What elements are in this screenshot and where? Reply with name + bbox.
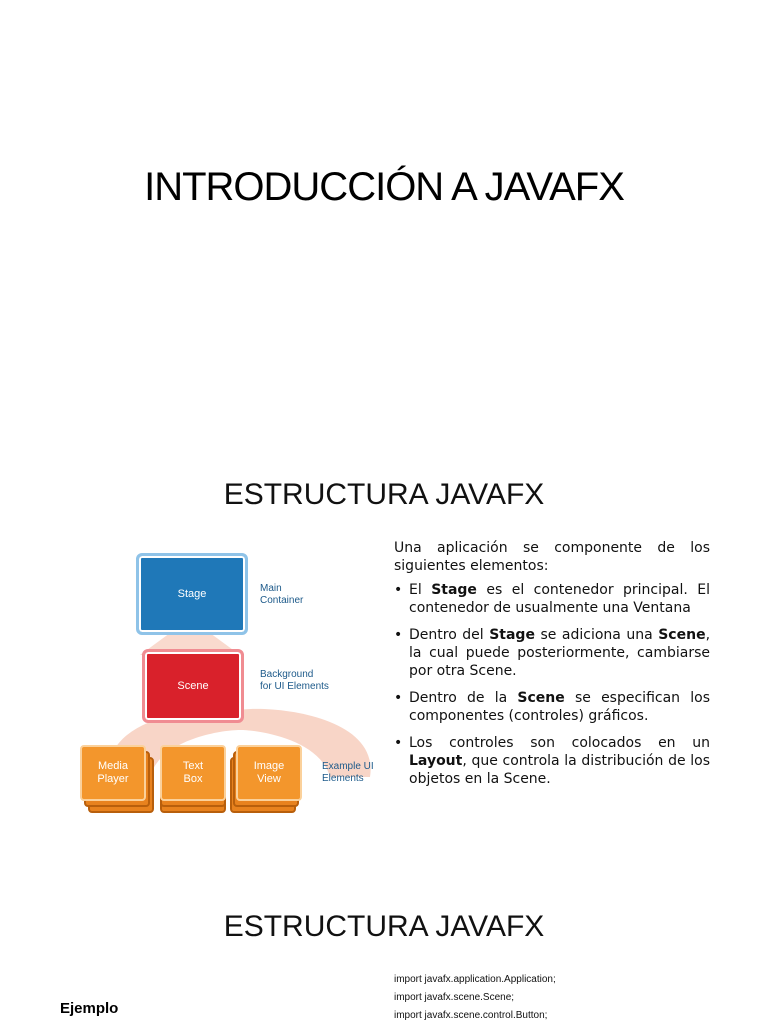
label-line: for UI Elements — [260, 681, 329, 692]
code-block — [394, 971, 556, 1025]
label-line: Background — [260, 669, 314, 680]
media-player-box — [80, 745, 146, 801]
ejemplo-label: Ejemplo — [60, 1000, 119, 1017]
element-label: Media — [98, 760, 128, 772]
bullet-bold: Layout — [409, 753, 463, 769]
bullet-text: se adiciona una — [534, 627, 659, 643]
element-label: View — [257, 773, 281, 785]
bullet-item — [394, 626, 710, 680]
bullet-text: Dentro del — [409, 627, 490, 643]
intro-paragraph: Una aplicación se componente de los siguientes elementos: — [394, 540, 710, 574]
bullet-text: Dentro de la — [409, 690, 518, 706]
bullet-bold: Scene — [658, 627, 706, 643]
element-label: Box — [183, 773, 203, 785]
bullet-text: El — [409, 582, 432, 598]
bullet-bold: Stage — [489, 627, 535, 643]
bullet-dot: • — [394, 627, 403, 643]
bullet-bold: Stage — [431, 582, 477, 598]
element-label: Text — [182, 760, 204, 772]
slide-title-intro — [0, 0, 768, 440]
text-box-box — [160, 745, 226, 801]
label-line: Container — [260, 595, 304, 606]
javafx-structure-diagram — [60, 545, 390, 835]
main-container-label — [260, 583, 303, 607]
bullet-dot: • — [394, 582, 403, 598]
text-box-stack — [160, 745, 230, 811]
element-label: Player — [97, 773, 129, 785]
description-text — [394, 539, 710, 797]
label-line: Elements — [322, 773, 364, 784]
media-player-stack — [80, 745, 150, 811]
image-view-stack — [236, 745, 306, 811]
label-line: Main — [260, 583, 282, 594]
slide-title: ESTRUCTURA JAVAFX — [223, 910, 545, 943]
slide-title: ESTRUCTURA JAVAFX — [223, 478, 545, 511]
slide-estructura-ejemplo — [0, 885, 768, 1024]
bullet-bold: Scene — [517, 690, 565, 706]
element-label: Image — [253, 760, 285, 772]
bullet-item — [394, 689, 710, 725]
bullet-text: es el contenedor principal. El contenedor de usualmente una Ventana — [409, 582, 710, 616]
bullet-dot: • — [394, 735, 403, 751]
image-view-box — [236, 745, 302, 801]
background-label — [260, 669, 329, 693]
label-line: Example UI — [322, 761, 374, 772]
example-ui-label — [322, 761, 374, 785]
slide-main-title: INTRODUCCIÓN A JAVAFX — [144, 165, 624, 209]
slide-estructura — [0, 445, 768, 875]
bullet-dot: • — [394, 690, 403, 706]
bullet-text: , la cual puede posteriormente, cambiarse por otra Scene. — [409, 627, 711, 679]
bullet-item — [394, 581, 710, 617]
bullet-text: , que controla la distribución de los objetos en la Scene. — [409, 753, 710, 787]
bullet-item — [394, 734, 710, 788]
scene-box: Scene — [142, 649, 244, 723]
code-line: import javafx.application.Application; — [394, 974, 556, 985]
bullet-text: Los controles son colocados en un — [409, 735, 710, 751]
code-line: import javafx.scene.control.Button; — [394, 1010, 548, 1021]
stage-box: Stage — [136, 553, 248, 635]
bullet-list — [394, 581, 710, 788]
code-line: import javafx.scene.Scene; — [394, 992, 515, 1003]
bullet-text: se especifican los componentes (controles) gráficos. — [409, 690, 710, 724]
